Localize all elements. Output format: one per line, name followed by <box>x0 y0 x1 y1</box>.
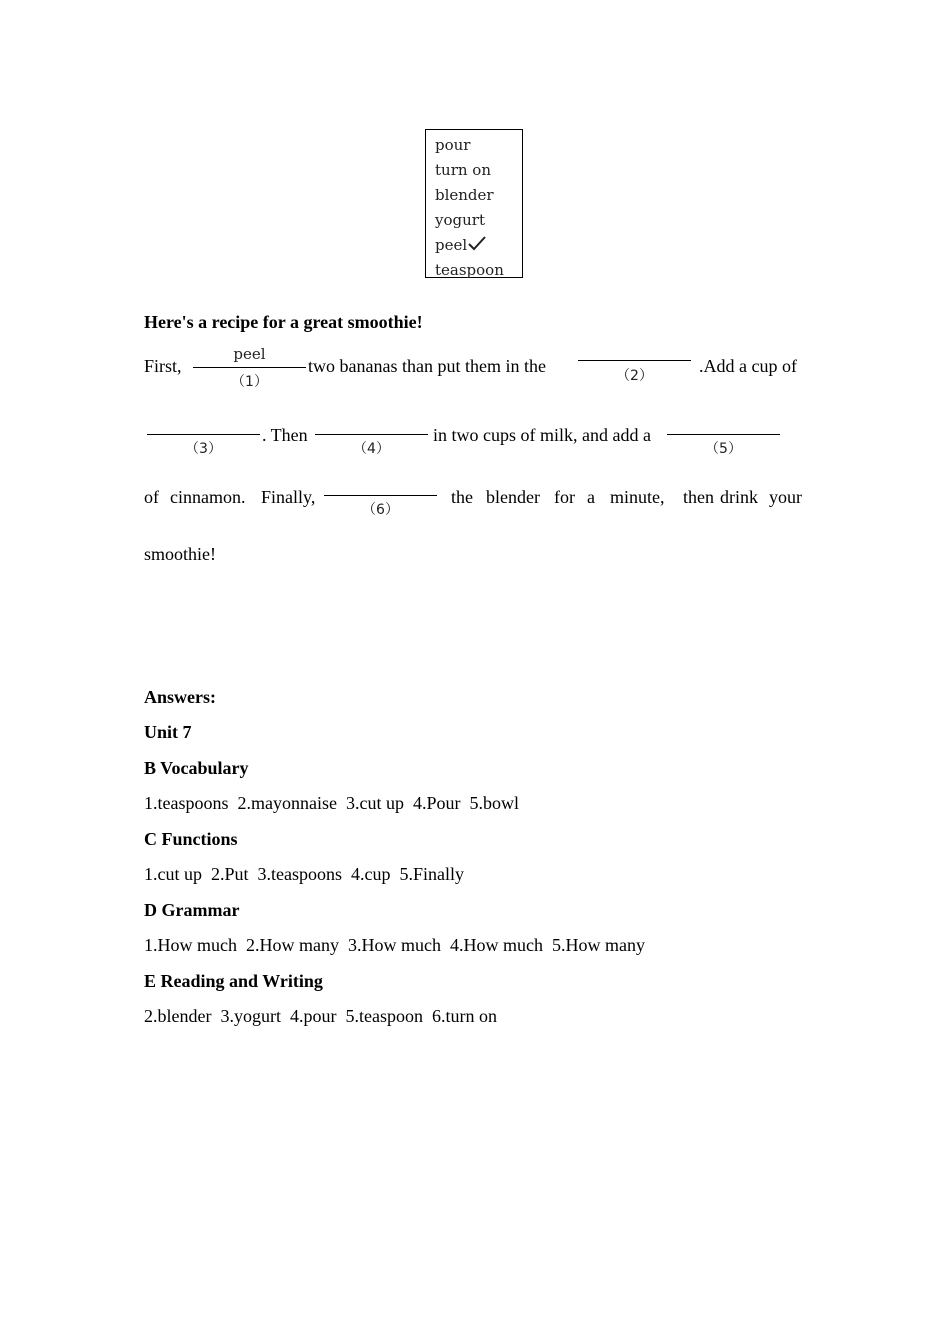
recipe-text: First, <box>144 356 182 376</box>
blank-line-6 <box>324 495 437 496</box>
recipe-text: Finally, <box>261 487 316 507</box>
blank-label-2: （2） <box>616 368 653 384</box>
section-title: E Reading and Writing <box>144 971 323 991</box>
section-title: D Grammar <box>144 900 240 920</box>
recipe-text: a <box>587 487 595 507</box>
section-answers: 1.teaspoons 2.mayonnaise 3.cut up 4.Pour 5.bowl <box>144 793 519 813</box>
word-box-item: yogurt <box>435 211 485 229</box>
blank-line-2 <box>578 360 691 361</box>
word-box-item: teaspoon <box>435 261 504 279</box>
section-answers: 2.blender 3.yogurt 4.pour 5.teaspoon 6.turn on <box>144 1006 497 1026</box>
recipe-heading: Here's a recipe for a great smoothie! <box>144 312 423 332</box>
word-box <box>425 129 523 278</box>
section-answers: 1.cut up 2.Put 3.teaspoons 4.cup 5.Finally <box>144 864 464 884</box>
blank-line-4 <box>315 434 428 435</box>
recipe-text: .Add a cup of <box>699 356 797 376</box>
recipe-text: in two cups of milk, and add a <box>433 425 651 445</box>
word-box-item: peel <box>435 236 468 254</box>
blank-label-1: （1） <box>231 374 268 390</box>
recipe-text: minute, <box>610 487 665 507</box>
unit-title: Unit 7 <box>144 722 192 742</box>
recipe-text: the <box>451 487 473 507</box>
word-box-item-checked <box>435 233 522 258</box>
section-title: C Functions <box>144 829 238 849</box>
blank-label-4: （4） <box>353 441 390 457</box>
check-mark-icon <box>468 234 486 259</box>
recipe-text: . Then <box>262 425 308 445</box>
recipe-text: smoothie! <box>144 544 216 564</box>
recipe-text: two bananas than put them in the <box>308 356 546 376</box>
recipe-text: your <box>769 487 802 507</box>
blank-line-5 <box>667 434 780 435</box>
recipe-text: drink <box>720 487 758 507</box>
recipe-text: blender <box>486 487 540 507</box>
section-title: B Vocabulary <box>144 758 249 778</box>
word-box-item: pour <box>435 136 471 154</box>
recipe-text: for <box>554 487 575 507</box>
blank-line-3 <box>147 434 260 435</box>
answers-heading: Answers: <box>144 687 216 707</box>
word-box-item: turn on <box>435 161 491 179</box>
recipe-text: cinnamon. <box>170 487 246 507</box>
recipe-text: of <box>144 487 159 507</box>
blank-line-1 <box>193 367 306 368</box>
word-box-item: blender <box>435 186 494 204</box>
example-answer: peel <box>233 345 266 363</box>
blank-label-3: （3） <box>185 441 222 457</box>
recipe-text: then <box>683 487 714 507</box>
blank-label-5: （5） <box>705 441 742 457</box>
section-answers: 1.How much 2.How many 3.How much 4.How much 5.How many <box>144 935 645 955</box>
blank-label-6: （6） <box>362 502 399 518</box>
